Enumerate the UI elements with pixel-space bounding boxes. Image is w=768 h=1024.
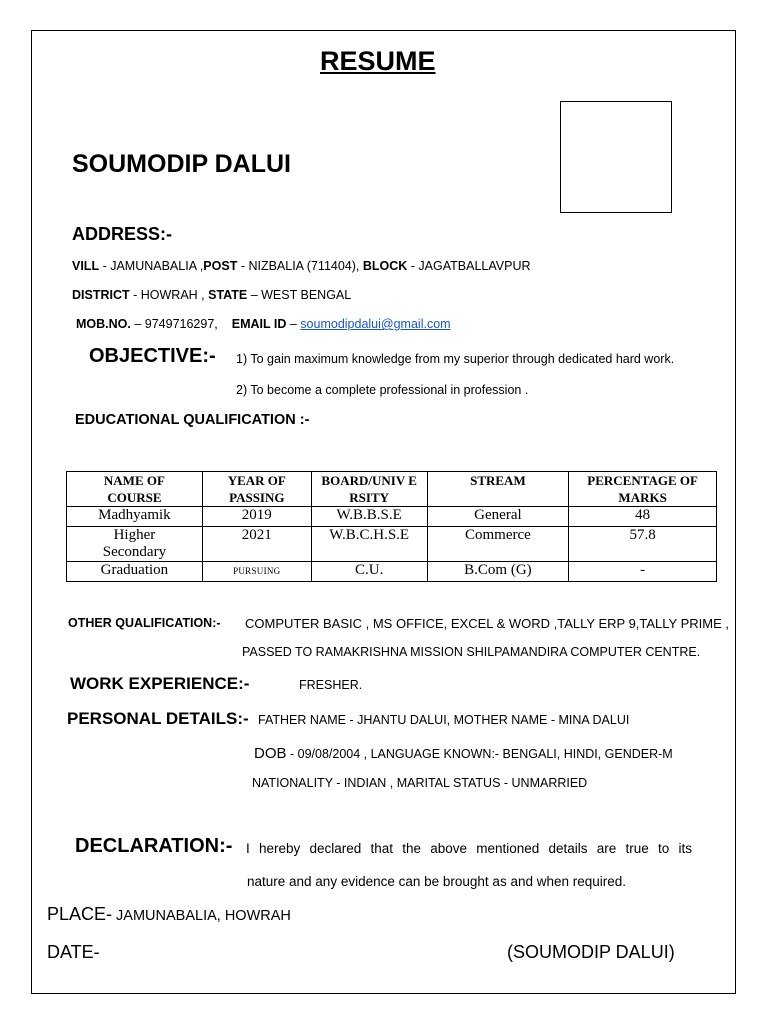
dob-rest: - 09/08/2004 , LANGUAGE KNOWN:- BENGALI, HINDI, GENDER-M [286, 747, 673, 761]
table-row [67, 527, 717, 562]
declaration-heading: DECLARATION:- [75, 835, 233, 857]
email-label: EMAIL ID [231, 317, 287, 331]
district-value: - HOWRAH , [129, 288, 209, 302]
contact-line [76, 317, 451, 331]
stream-cell: Commerce [427, 527, 569, 562]
signature-name: (SOUMODIP DALUI) [507, 942, 675, 962]
header-name-of-course: NAME OF COURSE [67, 472, 203, 507]
place-line [47, 904, 291, 925]
header-board-university: BOARD/UNIV ERSITY [311, 472, 427, 507]
work-experience-value: FRESHER. [299, 678, 363, 692]
header-stream: STREAM [427, 472, 569, 507]
percentage-cell: 57.8 [569, 527, 717, 562]
year-cell: 2019 [202, 507, 311, 527]
address-line-2 [72, 288, 351, 302]
personal-details-line-3: NATIONALITY - INDIAN , MARITAL STATUS - UNMARRIED [252, 776, 588, 790]
course-cell: Graduation [67, 562, 203, 582]
address-line-1 [72, 259, 531, 273]
vill-label: VILL [72, 259, 100, 273]
board-cell: C.U. [311, 562, 427, 582]
email-sep: – [286, 317, 301, 331]
date-label: DATE- [47, 942, 100, 962]
state-value: – WEST BENGAL [247, 288, 352, 302]
stream-cell: General [427, 507, 569, 527]
other-qualification-line-1: COMPUTER BASIC , MS OFFICE, EXCEL & WORD ,TALLY ERP 9,TALLY PRIME , [245, 616, 729, 631]
applicant-name: SOUMODIP DALUI [72, 150, 291, 178]
objective-heading: OBJECTIVE:- [89, 345, 216, 367]
vill-value: - JAMUNABALIA , [99, 259, 204, 273]
place-label: PLACE- [47, 904, 113, 924]
education-table [66, 471, 717, 582]
photo-placeholder [560, 101, 672, 213]
objective-item-1: 1) To gain maximum knowledge from my superior through dedicated hard work. [236, 352, 675, 366]
table-row [67, 507, 717, 527]
course-cell: Higher Secondary [67, 527, 203, 562]
education-header-row [67, 472, 717, 507]
personal-details-line-1: FATHER NAME - JHANTU DALUI, MOTHER NAME - MINA DALUI [258, 713, 630, 727]
education-heading: EDUCATIONAL QUALIFICATION :- [75, 412, 310, 428]
course-cell: Madhyamik [67, 507, 203, 527]
district-label: DISTRICT [72, 288, 130, 302]
state-label: STATE [208, 288, 248, 302]
year-cell: 2021 [202, 527, 311, 562]
work-experience-heading: WORK EXPERIENCE:- [70, 674, 250, 693]
stream-cell: B.Com (G) [427, 562, 569, 582]
block-label: BLOCK [362, 259, 408, 273]
percentage-cell: 48 [569, 507, 717, 527]
block-value: - JAGATBALLAVPUR [407, 259, 531, 273]
place-value: JAMUNABALIA, HOWRAH [112, 908, 291, 924]
board-cell: W.B.B.S.E [311, 507, 427, 527]
personal-details-heading: PERSONAL DETAILS:- [67, 709, 249, 728]
dob-label: DOB [254, 745, 287, 762]
header-year-of-passing: YEAR OF PASSING [202, 472, 311, 507]
declaration-line-1: I hereby declared that the above mentioned details are true to its [246, 841, 692, 856]
post-label: POST [203, 259, 238, 273]
header-percentage-of-marks: PERCENTAGE OF MARKS [569, 472, 717, 507]
declaration-line-2: nature and any evidence can be brought as and when required. [247, 874, 627, 889]
other-qualification-heading: OTHER QUALIFICATION:- [68, 616, 221, 630]
personal-details-line-2 [254, 745, 673, 762]
address-heading: ADDRESS:- [72, 224, 173, 244]
year-cell: PURSUING [202, 562, 311, 582]
objective-item-2: 2) To become a complete professional in profession . [236, 383, 529, 397]
board-cell: W.B.C.H.S.E [311, 527, 427, 562]
mob-value: – 9749716297, [130, 317, 218, 331]
resume-title: RESUME [320, 46, 436, 76]
email-link[interactable]: soumodipdalui@gmail.com [300, 317, 451, 331]
other-qualification-line-2: PASSED TO RAMAKRISHNA MISSION SHILPAMANDIRA COMPUTER CENTRE. [242, 645, 701, 659]
mob-label: MOB.NO. [76, 317, 131, 331]
table-row [67, 562, 717, 582]
post-value: - NIZBALIA (711404), [237, 259, 363, 273]
percentage-cell: - [569, 562, 717, 582]
